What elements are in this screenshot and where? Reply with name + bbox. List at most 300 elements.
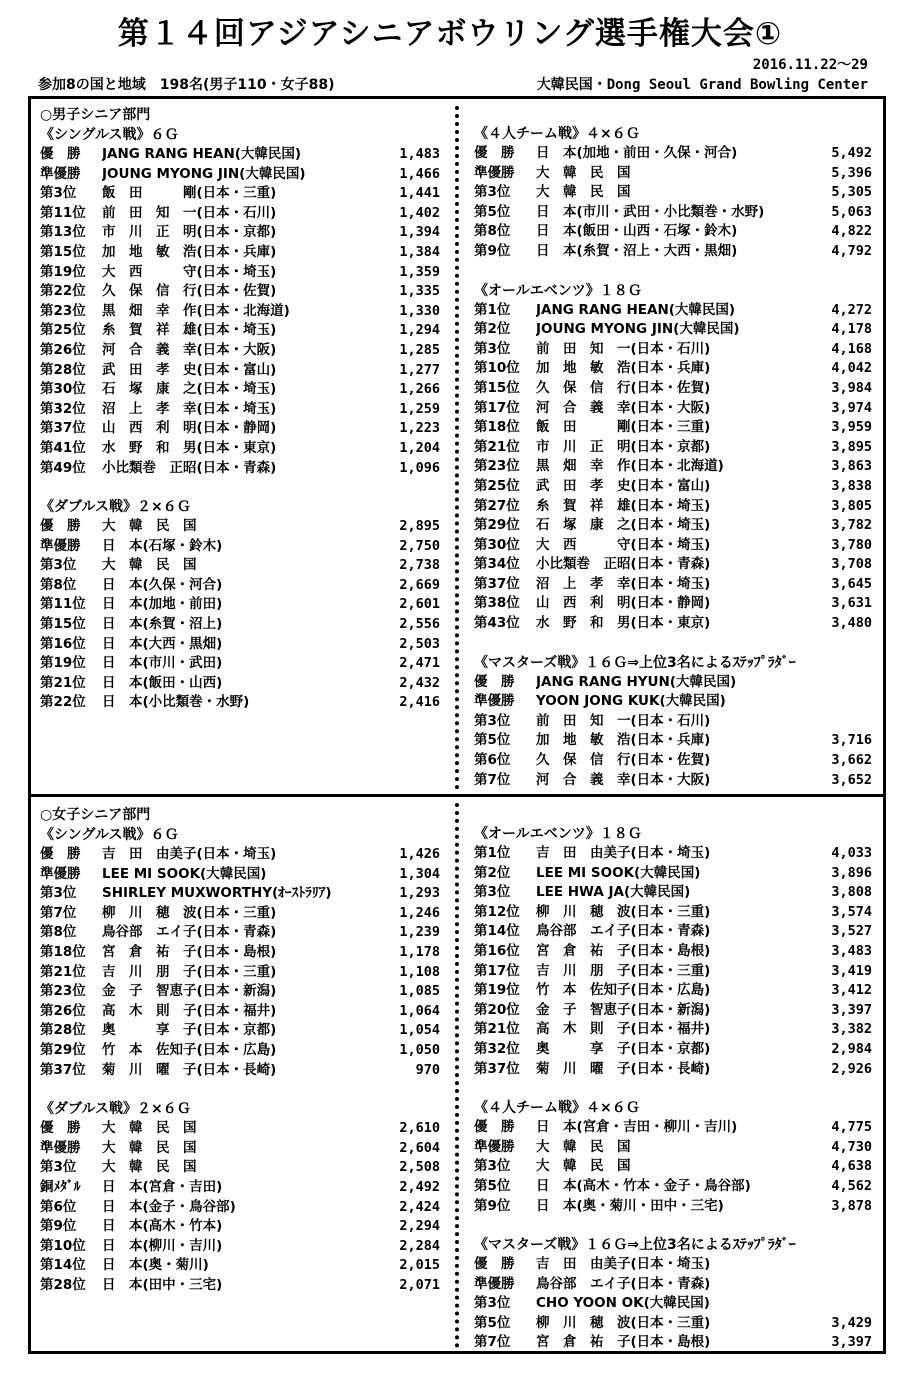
player-name: 大 韓 民 国 xyxy=(102,518,197,535)
rank-label: 第19位 xyxy=(474,982,520,999)
result-row xyxy=(40,263,440,283)
score-value: 3,412 xyxy=(831,982,872,999)
player-name: 菊 川 曜 子(日本・長崎) xyxy=(536,1060,711,1077)
player-name: LEE MI SOOK(大韓民国) xyxy=(536,864,701,881)
rank-label: 第3位 xyxy=(474,712,511,729)
score-value: 5,305 xyxy=(831,184,872,201)
player-name: 柳 川 穂 波(日本・三重) xyxy=(102,904,277,921)
rank-label: 第7位 xyxy=(40,904,77,921)
rank-label: 第3位 xyxy=(40,557,77,574)
result-row xyxy=(474,1060,872,1080)
score-value: 2,556 xyxy=(399,616,440,633)
score-value: 3,716 xyxy=(831,732,872,749)
score-value: 1,285 xyxy=(399,341,440,358)
category-heading: 《マスターズ戦》１６Ｇ⇒上位3名によるｽﾃｯﾌﾟﾗﾀﾞｰ xyxy=(474,654,796,671)
score-value: 2,604 xyxy=(399,1139,440,1156)
player-name: 日 本(市川・武田・小比類巻・水野) xyxy=(536,203,765,220)
men-singles-block xyxy=(40,125,440,478)
score-value: 1,277 xyxy=(399,361,440,378)
player-name: 日 本(糸賀・沼上) xyxy=(102,616,223,633)
player-name: 久 保 信 行(日本・佐賀) xyxy=(536,752,711,769)
rank-label: 第19位 xyxy=(40,263,86,280)
score-value: 1,246 xyxy=(399,904,440,921)
result-row xyxy=(474,1294,872,1314)
result-row xyxy=(40,576,440,596)
result-row xyxy=(40,1139,440,1159)
player-name: 日 本(石塚・鈴木) xyxy=(102,537,223,554)
player-name: 河 合 義 幸(日本・大阪) xyxy=(102,341,277,358)
rank-label: 第15位 xyxy=(40,616,86,633)
player-name: JANG RANG HEAN(大韓民国) xyxy=(536,301,736,318)
player-name: 日 本(金子・鳥谷部) xyxy=(102,1198,236,1215)
result-row xyxy=(474,771,872,791)
rank-label: 優 勝 xyxy=(40,1120,81,1137)
result-row xyxy=(40,1256,440,1276)
rank-label: 準優勝 xyxy=(474,164,515,181)
result-row xyxy=(474,883,872,903)
result-row xyxy=(40,615,440,635)
score-value: 1,359 xyxy=(399,263,440,280)
score-value: 3,984 xyxy=(831,379,872,396)
score-value xyxy=(806,692,872,712)
player-name: 鳥谷部 エイ子(日本・青森) xyxy=(102,924,277,941)
score-value: 3,429 xyxy=(831,1314,872,1331)
score-value: 2,416 xyxy=(399,694,440,711)
result-row xyxy=(474,1255,872,1275)
rank-label: 第13位 xyxy=(40,224,86,241)
result-row xyxy=(474,1001,872,1021)
category-heading: 《オールエベンツ》１８Ｇ xyxy=(474,826,642,842)
result-row xyxy=(40,904,440,924)
score-value: 1,293 xyxy=(399,885,440,902)
result-row xyxy=(40,1158,440,1178)
player-name: 前 田 知 一(日本・石川) xyxy=(536,340,711,357)
player-name: 武 田 孝 史(日本・富山) xyxy=(102,361,277,378)
rank-label: 第1位 xyxy=(474,301,511,318)
result-row xyxy=(40,674,440,694)
rank-label: 優 勝 xyxy=(474,1256,515,1273)
result-row xyxy=(474,320,872,340)
score-value: 2,294 xyxy=(399,1218,440,1235)
player-name: 加 地 敏 浩(日本・兵庫) xyxy=(536,360,711,377)
player-name: 大 韓 民 国 xyxy=(536,184,631,201)
result-row xyxy=(474,712,872,732)
rank-label: 第30位 xyxy=(40,381,86,398)
result-row xyxy=(40,982,440,1002)
player-name: 武 田 孝 史(日本・富山) xyxy=(536,477,711,494)
result-row xyxy=(40,439,440,459)
score-value: 3,397 xyxy=(831,1334,872,1351)
result-row xyxy=(40,282,440,302)
score-value: 1,335 xyxy=(399,283,440,300)
rank-label: 第2位 xyxy=(474,321,511,338)
score-value: 3,527 xyxy=(831,923,872,940)
result-row xyxy=(474,614,872,634)
result-row xyxy=(40,654,440,674)
player-name: 大 韓 民 国 xyxy=(102,557,197,574)
score-value: 4,792 xyxy=(831,242,872,259)
player-name: 菊 川 曜 子(日本・長崎) xyxy=(102,1061,277,1078)
rank-label: 第9位 xyxy=(40,1218,77,1235)
player-name: 大 韓 民 国 xyxy=(102,1120,197,1137)
result-row xyxy=(474,864,872,884)
score-value: 3,574 xyxy=(831,903,872,920)
score-value: 2,432 xyxy=(399,674,440,691)
result-row xyxy=(40,517,440,537)
rank-label: 第43位 xyxy=(474,615,520,632)
player-name: JANG RANG HEAN(大韓民国) xyxy=(102,146,302,162)
rank-label: 優 勝 xyxy=(474,145,515,161)
rank-label: 第3位 xyxy=(474,1158,511,1175)
score-value: 4,775 xyxy=(831,1119,872,1136)
rank-label: 第16位 xyxy=(40,635,86,652)
rank-label: 優 勝 xyxy=(474,673,515,690)
score-value: 5,396 xyxy=(831,164,872,181)
player-name: 飯 田 剛(日本・三重) xyxy=(536,419,711,436)
player-name: 日 本(高木・竹本・金子・鳥谷部) xyxy=(536,1177,751,1194)
result-row xyxy=(40,302,440,322)
column-divider-men xyxy=(455,106,459,790)
category-heading: 《マスターズ戦》１６Ｇ⇒上位3名によるｽﾃｯﾌﾟﾗﾀﾞｰ xyxy=(474,1237,796,1254)
result-row xyxy=(40,1119,440,1139)
player-name: 吉 田 由美子(日本・埼玉) xyxy=(536,1256,711,1273)
rank-label: 第16位 xyxy=(474,942,520,959)
player-name: 市 川 正 明(日本・京都) xyxy=(102,224,277,241)
player-name: 奥 享 子(日本・京都) xyxy=(536,1040,711,1057)
player-name: 日 本(柳川・吉川) xyxy=(102,1237,223,1254)
player-name: 大 韓 民 国 xyxy=(102,1139,197,1156)
rank-label: 第23位 xyxy=(40,983,86,1000)
women-doubles-block xyxy=(40,1099,440,1295)
player-name: 宮 倉 祐 子(日本・島根) xyxy=(536,942,711,959)
rank-label: 第23位 xyxy=(474,458,520,475)
player-name: 山 西 利 明(日本・静岡) xyxy=(102,420,277,437)
rank-label: 第14位 xyxy=(474,923,520,940)
rank-label: 第17位 xyxy=(474,399,520,416)
category-heading: 《ダブルス戦》２×６Ｇ xyxy=(40,1101,191,1118)
result-row xyxy=(474,418,872,438)
player-name: YOON JONG KUK(大韓民国) xyxy=(536,693,726,710)
player-name: SHIRLEY MUXWORTHY(ｵｰｽﾄﾗﾘｱ) xyxy=(102,885,332,902)
result-row xyxy=(40,341,440,361)
player-name: 宮 倉 祐 子(日本・島根) xyxy=(536,1334,711,1351)
player-name: JOUNG MYONG JIN(大韓民国) xyxy=(536,321,740,338)
player-name: 飯 田 剛(日本・三重) xyxy=(102,185,277,202)
men-right-panel xyxy=(474,124,872,790)
rank-label: 第28位 xyxy=(40,361,86,378)
player-name: CHO YOON OK(大韓民国) xyxy=(536,1295,710,1312)
score-value: 3,480 xyxy=(831,615,872,632)
player-name: 日 本(飯田・山西) xyxy=(102,674,223,691)
score-value: 2,015 xyxy=(399,1257,440,1274)
rank-label: 第3位 xyxy=(474,184,511,201)
player-name: 河 合 義 幸(日本・大阪) xyxy=(536,771,711,788)
score-value xyxy=(806,1275,872,1295)
men-team-block xyxy=(474,124,872,262)
score-value: 3,483 xyxy=(831,942,872,959)
player-name: 柳 川 穂 波(日本・三重) xyxy=(536,1314,711,1331)
score-value: 3,895 xyxy=(831,438,872,455)
score-value: 4,730 xyxy=(831,1138,872,1155)
result-row xyxy=(40,459,440,479)
rank-label: 準優勝 xyxy=(40,865,81,882)
score-value: 3,974 xyxy=(831,399,872,416)
score-value: 1,085 xyxy=(399,983,440,1000)
player-name: 加 地 敏 浩(日本・兵庫) xyxy=(536,732,711,749)
score-value xyxy=(806,1255,872,1275)
women-masters-block xyxy=(474,1235,872,1353)
player-name: 沼 上 孝 幸(日本・埼玉) xyxy=(102,400,277,417)
result-row xyxy=(474,1177,872,1197)
result-row xyxy=(474,942,872,962)
score-value: 3,382 xyxy=(831,1021,872,1038)
result-row xyxy=(474,242,872,262)
result-row xyxy=(40,595,440,615)
rank-label: 第23位 xyxy=(40,302,86,319)
score-value: 2,471 xyxy=(399,655,440,672)
rank-label: 第7位 xyxy=(474,771,511,788)
player-name: 日 本(飯田・山西・石塚・鈴木) xyxy=(536,223,738,240)
player-name: 大 韓 民 国 xyxy=(536,1138,631,1155)
result-row xyxy=(40,1276,440,1296)
result-row xyxy=(474,379,872,399)
player-name: 石 塚 康 之(日本・埼玉) xyxy=(536,517,711,534)
rank-label: 第32位 xyxy=(474,1040,520,1057)
score-value: 4,178 xyxy=(831,321,872,338)
score-value: 4,033 xyxy=(831,845,872,861)
rank-label: 準優勝 xyxy=(40,537,81,554)
result-row xyxy=(40,1178,440,1198)
result-row xyxy=(474,477,872,497)
result-row xyxy=(40,1041,440,1061)
rank-label: 第6位 xyxy=(40,1198,77,1215)
player-name: 山 西 利 明(日本・静岡) xyxy=(536,595,711,612)
rank-label: 第6位 xyxy=(474,752,511,769)
score-value: 4,638 xyxy=(831,1158,872,1175)
rank-label: 第11位 xyxy=(40,204,86,221)
result-row xyxy=(474,673,872,693)
score-value: 1,108 xyxy=(399,963,440,980)
result-row xyxy=(40,537,440,557)
rank-label: 第26位 xyxy=(40,1002,86,1019)
result-row xyxy=(40,1237,440,1257)
player-name: 前 田 知 一(日本・石川) xyxy=(536,712,711,729)
women-team-block xyxy=(474,1098,872,1216)
result-row xyxy=(40,1061,440,1081)
score-value: 3,419 xyxy=(831,962,872,979)
rank-label: 第18位 xyxy=(474,419,520,436)
result-row xyxy=(40,204,440,224)
participants-info: 参加8の国と地域 198名(男子110・女子88) xyxy=(38,77,335,93)
result-row xyxy=(474,457,872,477)
men-section-title: ○男子シニア部門 xyxy=(40,107,151,123)
women-singles-block xyxy=(40,825,440,1080)
column-divider-women xyxy=(455,803,459,1348)
score-value: 3,652 xyxy=(831,771,872,788)
result-row xyxy=(40,223,440,243)
rank-label: 第3位 xyxy=(40,885,77,902)
rank-label: 第15位 xyxy=(474,379,520,396)
result-row xyxy=(40,321,440,341)
rank-label: 第3位 xyxy=(40,185,77,202)
result-row xyxy=(40,923,440,943)
player-name: 糸 賀 祥 雄(日本・埼玉) xyxy=(102,322,277,339)
player-name: 市 川 正 明(日本・京都) xyxy=(536,438,711,455)
player-name: 久 保 信 行(日本・佐賀) xyxy=(536,379,711,396)
score-value: 1,266 xyxy=(399,381,440,398)
result-row xyxy=(40,845,440,865)
result-row xyxy=(40,419,440,439)
rank-label: 第7位 xyxy=(474,1334,511,1351)
player-name: 金 子 智恵子(日本・新潟) xyxy=(536,1001,711,1018)
score-value: 1,384 xyxy=(399,243,440,260)
rank-label: 第41位 xyxy=(40,439,86,456)
result-row xyxy=(40,884,440,904)
result-row xyxy=(40,1217,440,1237)
rank-label: 第2位 xyxy=(474,864,511,881)
player-name: 吉 川 朋 子(日本・三重) xyxy=(536,962,711,979)
rank-label: 第29位 xyxy=(40,1041,86,1058)
score-value: 3,782 xyxy=(831,517,872,534)
result-row xyxy=(40,556,440,576)
category-heading: 《ダブルス戦》２×６Ｇ xyxy=(40,499,191,516)
rank-label: 第21位 xyxy=(474,438,520,455)
result-row xyxy=(40,693,440,713)
score-value: 3,397 xyxy=(831,1001,872,1018)
rank-label: 第22位 xyxy=(40,283,86,300)
result-row xyxy=(474,922,872,942)
score-value: 5,492 xyxy=(831,145,872,161)
player-name: 鳥谷部 エイ子(日本・青森) xyxy=(536,923,711,940)
player-name: 柳 川 穂 波(日本・三重) xyxy=(536,903,711,920)
rank-label: 第5位 xyxy=(474,1314,511,1331)
score-value: 2,669 xyxy=(399,576,440,593)
score-value: 4,562 xyxy=(831,1177,872,1194)
rank-label: 第34位 xyxy=(474,556,520,573)
rank-label: 第9位 xyxy=(474,1197,511,1214)
rank-label: 第18位 xyxy=(40,943,86,960)
rank-label: 優 勝 xyxy=(40,846,81,862)
result-row xyxy=(474,575,872,595)
rank-label: 第28位 xyxy=(40,1276,86,1293)
rank-label: 準優勝 xyxy=(40,165,81,182)
men-left-panel xyxy=(40,106,440,713)
women-left-panel xyxy=(40,806,440,1295)
score-value: 3,863 xyxy=(831,458,872,475)
rank-label: 第32位 xyxy=(40,400,86,417)
result-row xyxy=(40,380,440,400)
result-row xyxy=(474,536,872,556)
score-value: 2,284 xyxy=(399,1237,440,1254)
rank-label: 第22位 xyxy=(40,694,86,711)
score-value: 2,738 xyxy=(399,557,440,574)
rank-label: 優 勝 xyxy=(40,146,81,162)
result-row xyxy=(40,865,440,885)
result-row xyxy=(40,145,440,165)
rank-label: 第9位 xyxy=(474,242,511,259)
category-heading: 《４人チーム戦》４×６Ｇ xyxy=(474,126,640,142)
score-value: 3,838 xyxy=(831,477,872,494)
result-row xyxy=(40,943,440,963)
score-value: 1,178 xyxy=(399,943,440,960)
score-value: 3,878 xyxy=(831,1197,872,1214)
rank-label: 優 勝 xyxy=(40,518,81,535)
player-name: 沼 上 孝 幸(日本・埼玉) xyxy=(536,575,711,592)
result-row xyxy=(40,184,440,204)
result-row xyxy=(474,144,872,164)
rank-label: 第21位 xyxy=(40,963,86,980)
player-name: 大 韓 民 国 xyxy=(536,1158,631,1175)
score-value xyxy=(806,1294,872,1314)
player-name: 吉 田 由美子(日本・埼玉) xyxy=(536,845,711,861)
player-name: 大 西 守(日本・埼玉) xyxy=(102,263,277,280)
player-name: LEE HWA JA(大韓民国) xyxy=(536,884,691,901)
rank-label: 第37位 xyxy=(474,575,520,592)
player-name: 久 保 信 行(日本・佐賀) xyxy=(102,283,277,300)
result-row xyxy=(474,1118,872,1138)
score-value: 1,054 xyxy=(399,1022,440,1039)
category-heading: 《オールエベンツ》１８Ｇ xyxy=(474,282,642,299)
rank-label: 第49位 xyxy=(40,459,86,476)
player-name: 水 野 和 男(日本・東京) xyxy=(536,615,711,632)
result-row xyxy=(474,594,872,614)
player-name: 高 木 則 子(日本・福井) xyxy=(536,1021,711,1038)
rank-label: 第3位 xyxy=(474,1295,511,1312)
rank-label: 第8位 xyxy=(40,576,77,593)
score-value: 3,808 xyxy=(831,884,872,901)
rank-label: 第21位 xyxy=(40,674,86,691)
player-name: 吉 田 由美子(日本・埼玉) xyxy=(102,846,277,862)
score-value: 1,050 xyxy=(399,1041,440,1058)
rank-label: 第20位 xyxy=(474,1001,520,1018)
rank-label: 第38位 xyxy=(474,595,520,612)
result-row xyxy=(474,497,872,517)
result-row xyxy=(474,359,872,379)
player-name: 奥 享 子(日本・京都) xyxy=(102,1022,277,1039)
player-name: 日 本(大西・黒畑) xyxy=(102,635,223,652)
score-value: 1,223 xyxy=(399,420,440,437)
result-row xyxy=(474,1197,872,1217)
score-value: 1,483 xyxy=(399,146,440,162)
player-name: 日 本(市川・武田) xyxy=(102,655,223,672)
result-row xyxy=(474,692,872,712)
result-row xyxy=(474,222,872,242)
rank-label: 準優勝 xyxy=(474,1138,515,1155)
result-row xyxy=(474,516,872,536)
result-row xyxy=(40,165,440,185)
player-name: 高 木 則 子(日本・福井) xyxy=(102,1002,277,1019)
rank-label: 第30位 xyxy=(474,536,520,553)
rank-label: 第11位 xyxy=(40,596,86,613)
score-value: 1,064 xyxy=(399,1002,440,1019)
player-name: 糸 賀 祥 雄(日本・埼玉) xyxy=(536,497,711,514)
player-name: 大 韓 民 国 xyxy=(536,164,631,181)
score-value: 1,294 xyxy=(399,322,440,339)
score-value: 1,426 xyxy=(399,846,440,862)
player-name: 日 本(奥・菊川・田中・三宅) xyxy=(536,1197,724,1214)
player-name: 大 韓 民 国 xyxy=(102,1159,197,1176)
rank-label: 第27位 xyxy=(474,497,520,514)
result-row xyxy=(474,962,872,982)
women-section-title: ○女子シニア部門 xyxy=(40,807,151,823)
player-name: 吉 川 朋 子(日本・三重) xyxy=(102,963,277,980)
player-name: 黒 畑 幸 作(日本・北海道) xyxy=(102,302,290,319)
player-name: 日 本(久保・河合) xyxy=(102,576,223,593)
category-heading: 《４人チーム戦》４×６Ｇ xyxy=(474,1100,640,1117)
score-value: 4,272 xyxy=(831,301,872,318)
score-value: 3,631 xyxy=(831,595,872,612)
rank-label: 第37位 xyxy=(40,420,86,437)
